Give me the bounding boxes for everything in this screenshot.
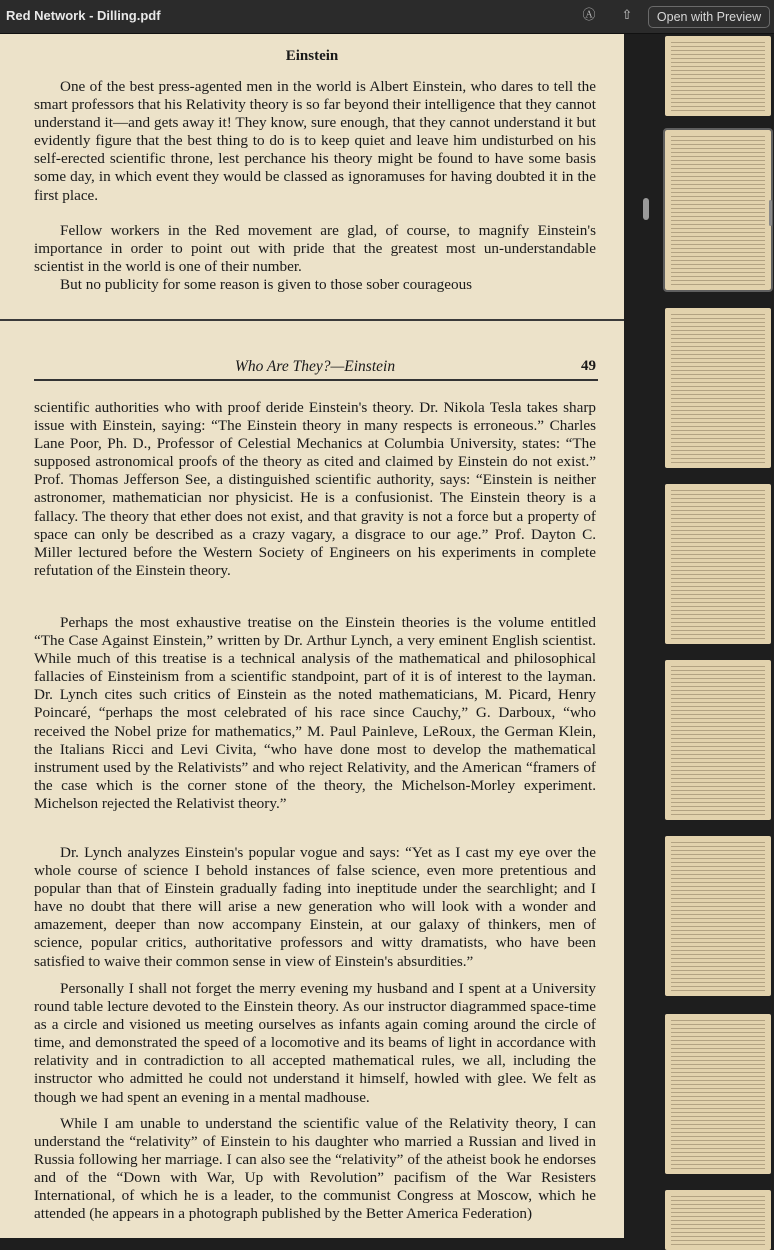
page-thumbnail[interactable]	[665, 836, 771, 996]
paragraph: Dr. Lynch analyzes Einstein's popular vogue and says: “Yet as I cast my eye over the whole course of science I behold instances of false science, even more pretentious and popular than that of Einstein gradually fading into ineptitude under the searchlight; and I have no doubt that there will arise a new generation who will look with a wonder and amazement, deeper than now accompany Einstein, at our galaxy of thinkers, men of science, popular critics, authoritative professors and witty dramatists, who have been satisfied to waive their common sense in view of Einstein's absurdities.”	[34, 844, 596, 970]
page-thumbnail[interactable]	[665, 484, 771, 644]
sidebar-scrollbar[interactable]	[769, 200, 772, 226]
paragraph: While I am unable to understand the scientific value of the Relativity theory, I can understand the “relativity” of Einstein to his daughter who married a Russian and lived in Russia following her marriage. I can also see the “relativity” of the atheist book he endorses and of the “Down with War, Up with Revolution” pacifism of the War Resisters International, of which he is a leader, to the communist Congress at Moscow, which he attended (he appears in a photograph published by the Better America Federation)	[34, 1115, 596, 1223]
paragraph: One of the best press-agented men in the world is Albert Einstein, who dares to tell the smart professors that his Relativity theory is so far beyond their intelligence that they cannot understand it—and gets away it! They know, sure enough, that they cannot understand it but evidently figure that the best thing to do is to keep quiet and leave him undisturbed on his self-erected scientific throne, lest perchance his theory might be found to have some basis some day, in which event they would be classed as ignoramuses for having doubted it in the first place.	[34, 78, 596, 204]
paragraph: Fellow workers in the Red movement are glad, of course, to magnify Einstein's importance in order to point out with pride that the greatest most un-understandable scientist in the world is one of their number.	[34, 222, 596, 276]
open-with-preview-button[interactable]: Open with Preview	[648, 6, 770, 28]
running-head	[34, 358, 596, 380]
paragraph: Personally I shall not forget the merry evening my husband and I spent at a University round table lecture devoted to the Einstein theory. As our instructor diagrammed space-time as a circle and visioned us meeting ourselves as infants again coming around the circle of time, and demonstrated the speed of a locomotive and its beams of light in accordance with relativity and in contradiction to all accepted mathematical rules, we all, including the instructor who admitted he could not understand it himself, howled with glee. We felt as though we had spent an evening in a mental madhouse.	[34, 980, 596, 1106]
paragraph: scientific authorities who with proof deride Einstein's theory. Dr. Nikola Tesla takes sharp issue with Einstein, saying: “The Einstein theory in many respects is erroneous.” Charles Lane Poor, Ph. D., Professor of Celestial Mechanics at Columbia University, states: “The supposed astronomical proofs of the theory as cited and claimed by Einstein do not exist.” Prof. Thomas Jefferson See, a distinguished scientific authority, says: “Einstein is neither astronomer, mathematician nor physicist. He is a confusionist. The Einstein theory is a fallacy. The theory that ether does not exist, and that gravity is not a force but a property of space can only be described as a crazy vagary, a disgrace to our age.” Prof. Dayton C. Miller lectured before the Western Society of Engineers on his experiments in complete refutation of the Einstein theory.	[34, 399, 596, 579]
window-title: Red Network - Dilling.pdf	[6, 8, 161, 23]
page-thumbnail[interactable]	[665, 36, 771, 116]
page-thumbnail[interactable]	[665, 660, 771, 820]
paragraph: Perhaps the most exhaustive treatise on the Einstein theories is the volume entitled “The Case Against Einstein,” written by Dr. Arthur Lynch, a very eminent English scientist. While much of this treatise is a technical analysis of the mathematical and philosophical fallacies of Einsteinism from a scientific standpoint, part of it is of interest to the layman. Dr. Lynch cites such critics of Einstein as the noted mathematicians, M. Picard, Henry Poincaré, “perhaps the most celebrated of his race since Cauchy,” G. Darboux, “who received the Nobel prize for mathematics,” M. Paul Painleve, LeRoux, the German Klein, the Italians Ricci and Levi Civita, “who have done most to develop the mathematical instrument used by the Relativists” and who reject Relativity, and the American “framers of the case which is the corner stone of the theory, the Michelson-Morley experiment. Michelson rejected the Relativist theory.”	[34, 614, 596, 812]
running-head-title: Who Are They?—Einstein	[234, 358, 396, 375]
document-view[interactable]	[0, 34, 624, 1238]
page-thumbnail[interactable]	[665, 130, 771, 290]
markup-icon[interactable]: Ⓐ	[582, 8, 596, 23]
title-bar	[0, 0, 774, 34]
header-rule	[34, 379, 598, 381]
section-heading: Einstein	[285, 48, 339, 64]
page-number: 49	[581, 358, 596, 374]
page-thumbnail[interactable]	[665, 1014, 771, 1174]
paragraph: But no publicity for some reason is given to those sober courageous	[60, 276, 473, 293]
document-scrollbar[interactable]	[643, 198, 649, 220]
page-thumbnail[interactable]	[665, 1190, 771, 1250]
pdf-page-48	[0, 34, 624, 319]
share-icon[interactable]: ⇧	[621, 8, 633, 23]
page-thumbnail[interactable]	[665, 308, 771, 468]
pdf-page-49	[0, 321, 624, 1238]
